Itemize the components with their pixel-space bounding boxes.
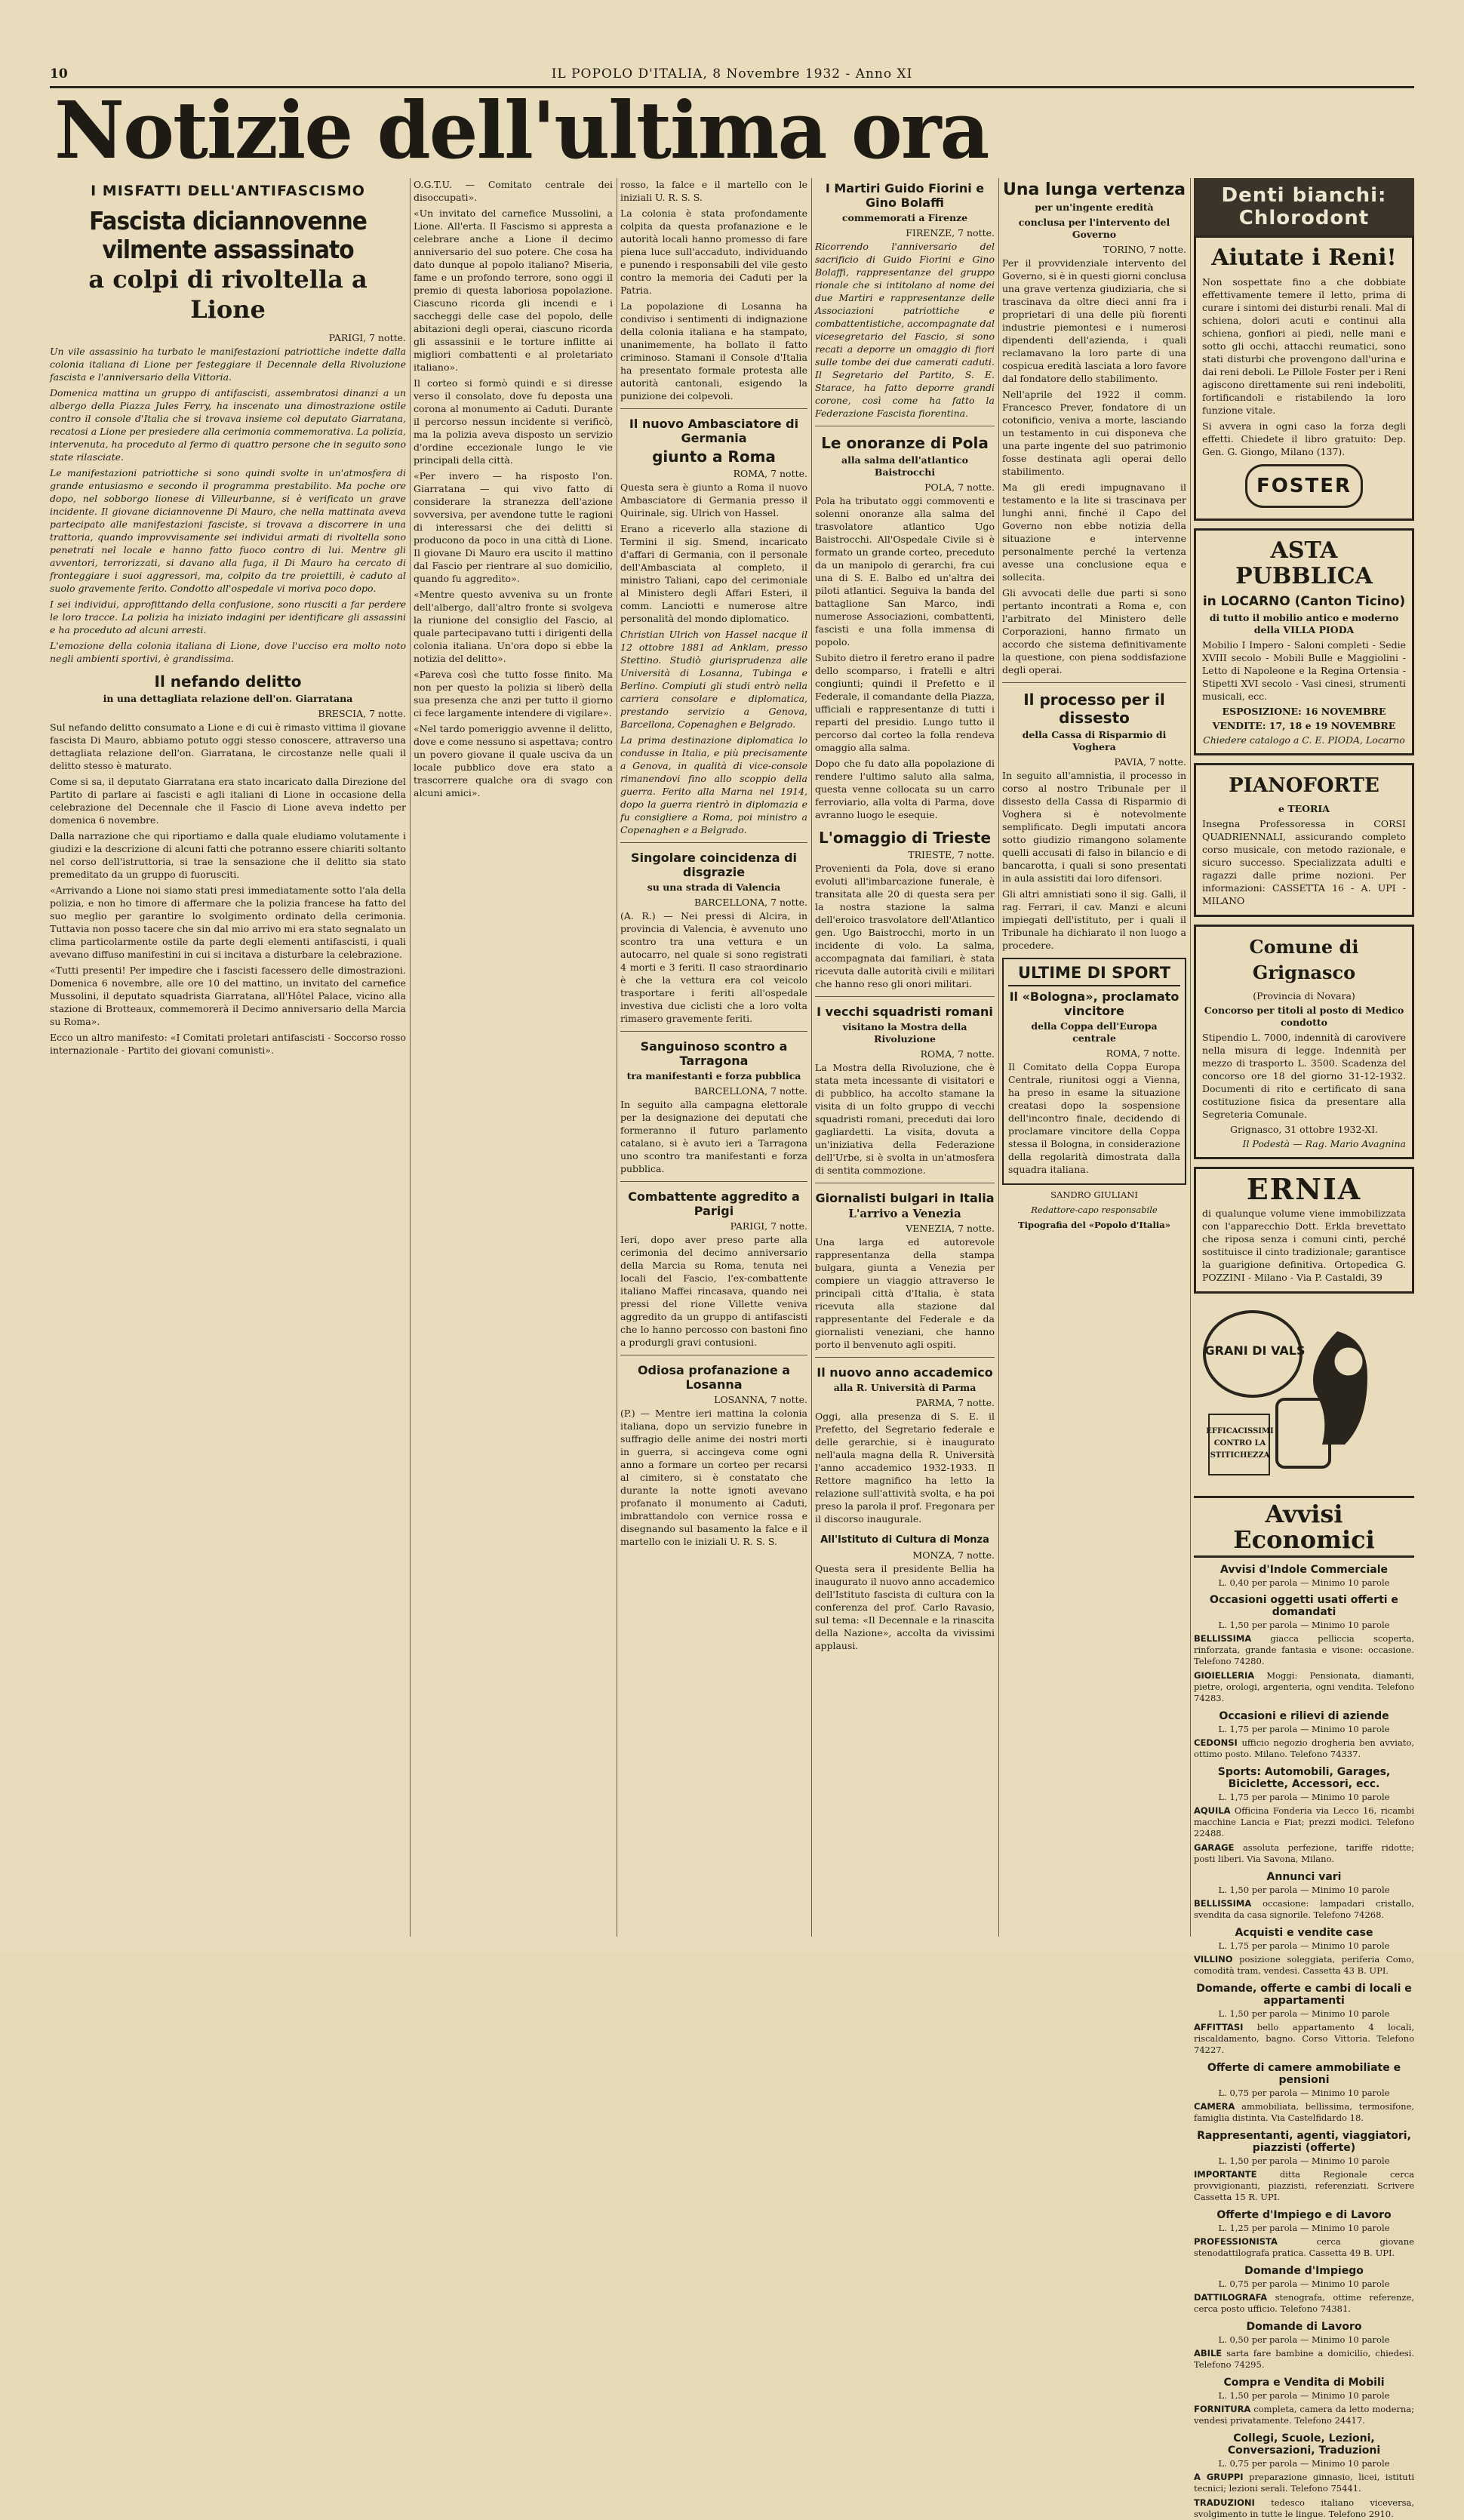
column-rule <box>410 178 411 1937</box>
classified-text: tedesco italiano viceversa, svolgimento in tutte le lingue. Telefono 2910. <box>1194 2497 1414 2519</box>
sport-headline: Il «Bologna», proclamato vincitore <box>1009 989 1180 1018</box>
classified-text: Moggi: Pensionata, diamanti, pietre, orologi, argenteria, ogni vendita. Telefono 74283. <box>1194 1670 1415 1703</box>
column-6-ads <box>1194 178 1415 2519</box>
pianoforte-ad <box>1194 763 1414 917</box>
section-subheadline: giunto a Roma <box>652 448 776 466</box>
reni-ad-text2: Si avvera in ogni caso la forza degli effetti. Chiedete il libro gratuito: Dep. Gen. G. Giongo, Milano (137). <box>1202 420 1406 457</box>
foster-pill-logo: FOSTER <box>1245 464 1363 508</box>
classified-rate: L. 1,75 per parola — Minimo 10 parole <box>1218 1792 1390 1802</box>
classified-keyword: BELLISSIMA <box>1194 1898 1252 1909</box>
article-paragraph: Ma gli eredi impugnavano il testamento e la lite si trascinava per lunghi anni, finché il Capo del Governo non ebbe notizia della situazione e intervenne personalmente perché la vertenza avesse una conclusione equa e sollecita. <box>1002 482 1186 583</box>
article-paragraph: Oggi, alla presenza di S. E. il Prefetto, del Segretario federale e delle gerarchie, si è inaugurato nell'aula magna della R. Università l'anno accademico 1932-1933. Il Rettore magnifico ha letto la relazione sull'attività svolta, e ha poi preso la parola il prof. Fregonara per il discorso inaugurale. <box>815 1411 995 1525</box>
article-paragraph: Domenica mattina un gruppo di antifascisti, assembratosi dinanzi a un albergo della Piazza Jules Ferry, ha inscenato una dimostrazione ostile contro il console d'Italia che si trovava insieme col deputato Giarratana, recatosi a Lione per presiedere alla cerimonia commemorativa. La polizia, intervenuta, ha proceduto al fermo di quattro persone che in seguito sono state rilasciate. <box>50 387 406 463</box>
asta-location: in LOCARNO (Canton Ticino) <box>1202 594 1406 609</box>
classified-text: occasione: lampadari cristallo, svendita da casa signorile. Telefono 74268. <box>1194 1898 1414 1920</box>
article-paragraph: Come si sa, il deputato Giarratana era stato incaricato dalla Direzione del Partito di parlare ai fascisti e agli italiani di Lione in occasione della celebrazione del Decennale che il Fascio di Lione aveva indetto per domenica 6 novembre. <box>50 776 406 826</box>
classified-item <box>1194 1633 1414 1667</box>
asta-subtitle: di tutto il mobilio antico e moderno della VILLA PIODA <box>1209 612 1399 635</box>
classified-keyword: CEDONSI <box>1194 1737 1238 1748</box>
article-lead: Un vile assassinio ha turbato le manifestazioni patriottiche indette dalla colonia italiana di Lione per festeggiare il Decennale della Rivoluzione fascista e l'anniversario della Vittoria. <box>50 346 406 383</box>
separator <box>1002 682 1186 683</box>
article-paragraph: Il Comitato della Coppa Europa Centrale, riunitosi oggi a Vienna, ha preso in esame la situazione creatasi dopo la sospensione dell'incontro finale, decidendo di proclamare vincitore della Coppa stessa il Bologna, in considerazione della regolarità dimostrata dalla squadra italiana. <box>1008 1061 1180 1175</box>
reni-ad <box>1194 235 1414 521</box>
separator <box>620 842 807 843</box>
grani-di-vals-caption: EFFICACISSIMI CONTRO LA STITICHEZZA <box>1206 1427 1274 1460</box>
article-paragraph: La prima destinazione diplomatica lo condusse in Italia, e più precisamente a Genova, in qualità di vice-console rimanendovi fino allo scoppio della guerra. Ferito alla Marna nel 1914, dopo la guerra rientrò in diplomazia e fu consigliere a Roma, poi ministro a Copenaghen e a Belgrado. <box>620 734 807 835</box>
article-paragraph: Sul nefando delitto consumato a Lione e di cui è rimasto vittima il giovane fascista Di Mauro, abbiamo potuto oggi stesso conoscere, attraverso una dettagliata relazione dell'on. Giarratana, le circostanze nelle quali il delitto stesso è maturato. <box>50 722 406 771</box>
article-dateline: FIRENZE, 7 notte. <box>906 227 995 238</box>
classified-rate: L. 1,75 per parola — Minimo 10 parole <box>1218 1940 1390 1951</box>
ernia-ad <box>1194 1167 1414 1294</box>
classified-item <box>1194 2292 1414 2315</box>
classified-rate: L. 1,75 per parola — Minimo 10 parole <box>1218 1724 1390 1734</box>
classified-rate: L. 1,50 per parola — Minimo 10 parole <box>1218 1885 1390 1895</box>
classified-item <box>1194 1737 1414 1760</box>
classified-item <box>1194 1670 1414 1704</box>
column-rule <box>998 178 999 1937</box>
article-dateline: BRESCIA, 7 notte. <box>318 708 406 719</box>
article-paragraph: In seguito all'amnistia, il processo in corso al nostro Tribunale per il dissesto della Cassa di Risparmio di Voghera si è notevolmente semplificato. Degli imputati ancora sotto giudizio rimangono solamente quelli accusati di falso in bilancio e di bancarotta, i quali si sono presentati in aula assistiti dai loro difensori. <box>1002 770 1186 884</box>
article-paragraph: «Arrivando a Lione noi siamo stati presi immediatamente sotto l'ala della polizia, e non ho timore di affermare che la polizia francese ha fatto del suo meglio per garantire lo svolgimento ordinato della cerimonia. Tuttavia non posso tacere che sin dal mio arrivo mi era stato segnalato un clima particolarmente ostile da parte degli elementi antifascisti, i quali avevano diffuso manifestini in cui si incitava a disturbare la celebrazione. <box>50 885 406 960</box>
asta-sales: VENDITE: 17, 18 e 19 NOVEMBRE <box>1212 720 1396 731</box>
section-headline: I Martiri Guido Fiorini e Gino Bolaffi <box>825 181 985 210</box>
classified-section-title: Occasioni e rilievi di aziende <box>1219 1710 1389 1722</box>
section-subheadline: alla R. Università di Parma <box>833 1382 977 1393</box>
sport-box <box>1002 958 1186 1185</box>
article-paragraph: Pola ha tributato oggi commoventi e solenni onoranze alla salma del trasvolatore atlantico Ugo Baistrocchi. All'Ospedale Civile si è formato un grande corteo, preceduto da un manipolo di gerarchi, fra cui una di S. E. Balbo ed un'altra dei piloti atlantici. Seguiva la banda del battaglione San Marco, indi numerose Associazioni, combattenti, fascisti e una folla immensa di popolo. <box>815 495 995 648</box>
section-subheadline: visitano la Mostra della Rivoluzione <box>842 1021 967 1045</box>
grani-di-vals-label: GRANI DI VALS <box>1204 1343 1306 1358</box>
section-subheadline: L'arrivo a Venezia <box>848 1207 961 1220</box>
article-paragraph: Dalla narrazione che qui riportiamo e dalla quale eludiamo volutamente i giudizi e la descrizione di alcuni fatti che potranno essere chiariti soltanto nel corso dell'istruttoria, si trae la sensazione che il delitto sia stato premeditato da un gruppo di fuorusciti. <box>50 830 406 880</box>
classified-text: stenografa, ottime referenze, cerca posto ufficio. Telefono 74381. <box>1194 2292 1414 2314</box>
classified-keyword: AQUILA <box>1194 1805 1231 1816</box>
reni-ad-title: Aiutate i Reni! <box>1211 245 1397 271</box>
classified-item <box>1194 2101 1414 2124</box>
article-dateline: PARMA, 7 notte. <box>915 1397 995 1408</box>
section-headline: Il nuovo anno accademico <box>817 1365 993 1380</box>
article-dateline: BARCELLONA, 7 notte. <box>694 1085 807 1097</box>
section-headline: L'omaggio di Trieste <box>818 829 992 847</box>
ernia-title: ERNIA <box>1246 1172 1362 1206</box>
classified-section-title: Domande, offerte e cambi di locali e appartamenti <box>1196 1983 1412 2007</box>
classified-keyword: IMPORTANTE <box>1194 2169 1257 2180</box>
section-headline: Le onoranze di Pola <box>821 434 989 452</box>
section-subheadline: tra manifestanti e forza pubblica <box>626 1070 801 1082</box>
column-2 <box>414 178 613 1941</box>
classified-text: cerca giovane stenodattilografa pratica. Cassetta 49 B. UPI. <box>1194 2236 1414 2258</box>
classified-section-title: Rappresentanti, agenti, viaggiatori, piazzisti (offerte) <box>1197 2130 1411 2154</box>
article-paragraph: In seguito alla campagna elettorale per la designazione dei deputati che formeranno il futuro parlamento catalano, si è avuto ieri a Tarragona uno scontro tra manifestanti e forza pubblica. <box>620 1099 807 1174</box>
comune-province: (Provincia di Novara) <box>1253 990 1355 1002</box>
classified-item <box>1194 1805 1414 1839</box>
classified-rate: L. 0,75 per parola — Minimo 10 parole <box>1218 2088 1390 2098</box>
section-subheadline: della Cassa di Risparmio di Voghera <box>1022 729 1167 752</box>
separator <box>815 996 995 997</box>
dateline-header: IL POPOLO D'ITALIA, 8 Novembre 1932 - Anno XI <box>551 66 913 82</box>
separator <box>620 1181 807 1182</box>
classified-rate: L. 1,25 per parola — Minimo 10 parole <box>1218 2223 1390 2233</box>
article-paragraph: rosso, la falce e il martello con le iniziali U. R. S. S. <box>620 179 807 203</box>
sport-subheadline: della Coppa dell'Europa centrale <box>1031 1020 1158 1044</box>
article-paragraph: Una larga ed autorevole rappresentanza della stampa bulgara, giunta a Venezia per compiere un viaggio attraverso le principali città d'Italia, è stata ricevuta alla stazione dal rappresentante del Federale e da giornalisti veneziani, che hanno porto il benvenuto agli ospiti. <box>815 1236 995 1350</box>
editor-name: SANDRO GIULIANI <box>1050 1189 1138 1200</box>
classified-text: ditta Regionale cerca provvigionanti, piazzisti, referenziati. Scrivere Cassetta 15 R. UPI. <box>1194 2169 1415 2202</box>
classified-text: assoluta perfezione, tariffe ridotte; posti liberi. Via Savona, Milano. <box>1194 1842 1414 1864</box>
comune-place: Grignasco, 31 ottobre 1932-XI. <box>1229 1124 1379 1135</box>
avvisi-subtitle: Avvisi d'Indole Commerciale <box>1220 1564 1388 1576</box>
classified-keyword: TRADUZIONI <box>1194 2497 1255 2508</box>
article-paragraph: Questa sera il presidente Bellia ha inaugurato il nuovo anno accademico dell'Istituto fascista di cultura con la conferenza del prof. Carlo Ravasio, sul tema: «Il Decennale e la rinascita della Nazione», accolta da vivissimi applausi. <box>815 1563 995 1651</box>
comune-text: Stipendio L. 7000, indennità di carovivere nella misura di legge. Indennità per mezzo di trasporto L. 3500. Scadenza del concorso ore 18 del giorno 31-12-1932. Documenti di rito e certificato di sana costituzione fisica da presentare alla Segreteria Comunale. <box>1202 1032 1406 1120</box>
section-subheadline: alla salma dell'atlantico Baistrocchi <box>841 454 968 478</box>
section-headline: Sanguinoso scontro a Tarragona <box>640 1039 788 1068</box>
classified-item <box>1194 1842 1414 1865</box>
asta-ad-title: ASTA PUBBLICA <box>1235 537 1373 589</box>
article-paragraph: «Per invero — ha risposto l'on. Giarratana — qui vivo fatto di considerare la stranezza dell'azione sovversiva, per avendone tutte le ragioni di interessarsi che dei delitti si producono da poco in una città di Lione. Il giovane Di Mauro era uscito il mattino dal Fascio per rientrare al suo domicilio, quando fu aggredito». <box>414 470 613 584</box>
classified-keyword: CAMERA <box>1194 2101 1235 2112</box>
section-subheadline: conclusa per l'intervento del Governo <box>1018 217 1170 240</box>
classified-item <box>1194 1954 1414 1977</box>
classified-keyword: VILLINO <box>1194 1954 1233 1965</box>
article-dateline: ROMA, 7 notte. <box>1106 1048 1180 1059</box>
classified-item <box>1194 2497 1414 2520</box>
chlorodont-ad-banner: Denti bianchi: Chlorodont <box>1194 178 1414 235</box>
article-paragraph: Christian Ulrich von Hassel nacque il 12 ottobre 1881 ad Anklam, presso Stettino. Studiò giurisprudenza alle Università di Losanna, Tubinga e Berlino. Compiuti gli studi entrò nella carriera consolare e diplomatica, prestando servizio a Genova, Barcellona, Copenaghen e Belgrado. <box>620 629 807 730</box>
masthead: Notizie dell'ultima ora <box>54 84 989 177</box>
article-paragraph: «Mentre questo avveniva su un fronte dell'albergo, dall'altro fronte si svolgeva la riunione del consiglio del Fascio, al quale partecipavano tutti i dirigenti della colonia italiana. Un'ora dopo si ebbe la notizia del delitto». <box>414 589 613 664</box>
column-3 <box>620 178 807 1941</box>
article-paragraph: O.G.T.U. — Comitato centrale dei disoccupati». <box>414 179 613 203</box>
column-1 <box>50 178 406 1941</box>
classified-text: bello appartamento 4 locali, riscaldamento, bagno. Corso Vittoria. Telefono 74227. <box>1194 2022 1415 2055</box>
column-5 <box>1002 178 1186 1941</box>
article-paragraph: Le manifestazioni patriottiche si sono quindi svolte in un'atmosfera di grande entusiasmo e secondo il programma prestabilito. Ma poche ore dopo, nel sobborgo lionese di Villeurbanne, si è verificato un grave incidente. Il giovane diciannovenne Di Mauro, che nella mattinata aveva partecipato alle manifestazioni fasciste, si trovava a discorrere in una trattoria, quando improvvisamente sei individui armati di rivoltella sono penetrati nel locale e hanno fatto fuoco contro di lui. Mentre gli avventori, terrorizzati, si davano alla fuga, il Di Mauro ha cercato di fronteggiare i suoi aggressori, ma, colpito da tre proiettili, è caduto al suolo gravemente ferito. Condotto all'ospedale vi moriva poco dopo. <box>50 467 406 594</box>
classified-section-title: Offerte d'Impiego e di Lavoro <box>1216 2209 1392 2221</box>
comune-ad <box>1194 925 1414 1159</box>
section-headline: Singolare coincidenza di disgrazie <box>630 851 798 879</box>
article-paragraph: (P.) — Mentre ieri mattina la colonia italiana, dopo un servizio funebre in suffragio delle anime dei nostri morti in guerra, si accingeva come ogni anno a formare un corteo per recarsi al cimitero, si è constatato che durante la notte ignoti avevano profanato il monumento ai Caduti, imbrattandolo con vernice rossa e disegnando sul basamento la falce e il martello con le iniziali U. R. S. S. <box>620 1408 807 1547</box>
article-paragraph: I sei individui, approfittando della confusione, sono riusciti a far perdere le loro tracce. La polizia ha iniziato indagini per identificare gli assassini e ha proceduto ad alcuni arresti. <box>50 598 406 635</box>
main-subheadline: a colpi di rivoltella a Lione <box>88 265 368 324</box>
section-headline: I vecchi squadristi romani <box>817 1005 993 1019</box>
column-4 <box>815 178 995 1941</box>
classified-rate: L. 0,75 per parola — Minimo 10 parole <box>1218 2458 1390 2469</box>
classified-keyword: GIOIELLERIA <box>1194 1670 1255 1681</box>
article-paragraph: Gli altri amnistiati sono il sig. Galli, il rag. Ferrari, il cav. Manzi e alcuni impiegati dell'istituto, per i quali il Tribunale ha dichiarato il non luogo a procedere. <box>1002 888 1186 951</box>
comune-subtitle: Concorso per titoli al posto di Medico condotto <box>1204 1005 1404 1028</box>
reni-ad-text: Non sospettate fino a che dobbiate effettivamente temere il letto, prima di curare i sintomi dei disturbi renali. Mal di schiena, dolori acuti e continui alla schiena, gonfiori ai piedi, nelle mani e sotto gli occhi, attacchi reumatici, sono stati disturbi che provengono dall'urina e dai reni deboli. Le Pillole Foster per i Reni agiscono direttamente sui reni indeboliti, fortificandoli e ristabilendo la loro funzione vitale. <box>1202 276 1406 416</box>
section-headline: Una lunga vertenza <box>1002 180 1186 199</box>
classified-section-title: Domande di Lavoro <box>1246 2321 1362 2333</box>
main-headline: Fascista diciannovenne vilmente assassinato <box>89 206 367 264</box>
article-dateline: PARIGI, 7 notte. <box>328 332 406 343</box>
section-headline: All'Istituto di Cultura di Monza <box>820 1534 989 1546</box>
article-dateline: ROMA, 7 notte. <box>733 468 807 479</box>
grani-di-vals-illustration <box>1194 1301 1414 1490</box>
column-rule <box>1190 178 1191 1937</box>
classified-keyword: AFFITTASI <box>1194 2022 1244 2032</box>
classified-rate: L. 1,50 per parola — Minimo 10 parole <box>1218 1620 1390 1630</box>
section-headline: Il processo per il dissesto <box>1023 691 1165 727</box>
classified-rate: L. 1,50 per parola — Minimo 10 parole <box>1218 2155 1390 2166</box>
article-dateline: ROMA, 7 notte. <box>920 1048 995 1060</box>
classified-keyword: FORNITURA <box>1194 2404 1251 2414</box>
classified-text: giacca pelliccia scoperta, rinforzata, grande fantasia e visone: occasione. Telefono 74280. <box>1194 1633 1415 1666</box>
article-dateline: VENEZIA, 7 notte. <box>906 1223 995 1234</box>
classified-item <box>1194 2404 1414 2426</box>
avvisi-economici <box>1194 1496 1414 1588</box>
comune-title: Comune di Grignasco <box>1249 936 1359 983</box>
classified-section-title: Sports: Automobili, Garages, Biciclette, Accessori, ecc. <box>1217 1766 1391 1790</box>
classified-section-title: Occasioni oggetti usati offerti e domandati <box>1210 1594 1398 1618</box>
column-rule <box>811 178 812 1937</box>
article-paragraph: Ieri, dopo aver preso parte alla cerimonia del decimo anniversario della Marcia su Roma, tenuta nei locali del Fascio, l'ex-combattente italiano Maffei rincasava, quando nei pressi del rione Villette veniva aggredito da un gruppo di antifascisti che lo hanno percosso con bastoni fino a produrgli gravi contusioni. <box>620 1234 807 1348</box>
article-paragraph: Nell'aprile del 1922 il comm. Francesco Prever, fondatore di un cotonificio, veniva a morte, lasciando un testamento in cui disponeva che una parte ingente del suo patrimonio fosse destinata agli operai dello stabilimento. <box>1002 389 1186 477</box>
classified-keyword: PROFESSIONISTA <box>1194 2236 1278 2247</box>
section-subheadline: in una dettagliata relazione dell'on. Giarratana <box>103 693 353 704</box>
asta-list: Mobilio I Impero - Saloni completi - Sedie XVIII secolo - Mobili Bulle e Maggiolini - Letto di Napoleone e la Regina Ortensia - Stipetti XVI secolo - Vasi cinesi, strumenti musicali, ecc. <box>1202 639 1406 702</box>
article-paragraph: Ricorrendo l'anniversario del sacrificio di Guido Fiorini e Gino Bolaffi, rappresentanze del gruppo rionale che si intitolano al nome dei due Martiri e rappresentanze delle Associazioni patriottiche e combattentistiche, accompagnate dal vicesegretario del Fascio, si sono recati a deporre un omaggio di fiori sulle tombe dei due camerati caduti. Il Segretario del Partito, S. E. Starace, ha fatto deporre grandi corone, così come ha fatto la Federazione Fascista fiorentina. <box>815 241 995 419</box>
classified-rate: L. 1,50 per parola — Minimo 10 parole <box>1218 2390 1390 2401</box>
article-paragraph: La colonia è stata profondamente colpita da questa profanazione e le autorità locali hanno promesso di fare piena luce sull'accaduto, individuando e punendo i responsabili del vile gesto contro la memoria dei Caduti per la Patria. <box>620 208 807 296</box>
article-dateline: LOSANNA, 7 notte. <box>714 1394 807 1405</box>
avvisi-title: Avvisi Economici <box>1194 1496 1414 1558</box>
section-subheadline: commemorati a Firenze <box>841 212 968 223</box>
article-paragraph: «Nel tardo pomeriggio avvenne il delitto, dove e come nessuno si aspettava; contro un povero giovane il quale usciva da un locale pubblico dove era stato a trascorrere qualche ora di svago con alcuni amici». <box>414 723 613 798</box>
article-paragraph: Il corteo si formò quindi e si diresse verso il consolato, dove fu deposta una corona al monumento ai Caduti. Durante il percorso nessun incidente si verificò, ma la polizia aveva disposto un servizio d'ordine eccezionale lungo le vie principali della città. <box>414 377 613 466</box>
classified-keyword: ABILE <box>1194 2348 1223 2358</box>
section-headline: Combattente aggredito a Parigi <box>628 1189 800 1218</box>
article-paragraph: Gli avvocati delle due parti si sono pertanto incontrati a Roma e, con l'arbitrato del Ministero delle Corporazioni, hanno firmato un accordo che sistema definitivamente la questione, con piena soddisfazione degli operai. <box>1002 587 1186 675</box>
classified-text: ammobiliata, bellissima, termosifone, famiglia distinta. Via Castelfidardo 18. <box>1194 2101 1415 2123</box>
article-paragraph: Subito dietro il feretro erano il padre dello scomparso, i fratelli e altri congiunti; quindi il Prefetto e il Federale, il comandante della Piazza, ufficiali e rappresentanze di tutti i reparti del presidio. Lungo tutto il percorso dal corteo la folla rendeva omaggio alla salma. <box>815 652 995 753</box>
section-headline: Il nuovo Ambasciatore di Germania <box>629 417 799 445</box>
article-paragraph: «Pareva così che tutto fosse finito. Ma non per questo la polizia si liberò della sua presenza che anzi per tutto il giorno ci fece largamente intendere di vigilare». <box>414 669 613 718</box>
article-paragraph: La Mostra della Rivoluzione, che è stata meta incessante di visitatori e di pubblico, ha accolto stamane la visita di un folto gruppo di vecchi squadristi romani, preceduti dai loro gagliardetti. La visita, dovuta a un'iniziativa della Federazione dell'Urbe, si è svolta in un'atmosfera di sentita commozione. <box>815 1062 995 1176</box>
pianoforte-text: Insegna Professoressa in CORSI QUADRIENNALI, assicurando completo corso musicale, con metodo razionale, e sicuro successo. Specializzata adulti e ragazzi dalle prime nozioni. Per informazioni: CASSETTA 16 - A. UPI - MILANO <box>1202 818 1406 906</box>
article-paragraph: Per il provvidenziale intervento del Governo, si è in questi giorni conclusa una grave vertenza giudiziaria, che si trascinava da oltre dieci anni fra i proprietari di una delle più fiorenti industrie piemontesi e i numerosi dipendenti dell'azienda, i quali reclamavano la loro parte di una cospicua eredità lasciata a loro favore dal fondatore dello stabilimento. <box>1002 257 1186 384</box>
article-paragraph: L'emozione della colonia italiana di Lione, dove l'ucciso era molto noto negli ambienti sportivi, è grandissima. <box>50 640 406 664</box>
classified-section-title: Collegi, Scuole, Lezioni, Conversazioni, Traduzioni <box>1227 2432 1381 2457</box>
classifieds <box>1194 1594 1414 2520</box>
classified-item <box>1194 2236 1414 2259</box>
separator <box>815 1357 995 1358</box>
classified-text: preparazione ginnasio, licei, istituti tecnici; lezioni serali. Telefono 75441. <box>1194 2472 1414 2494</box>
classified-item <box>1194 1898 1414 1921</box>
article-paragraph: Dopo che fu dato alla popolazione di rendere l'ultimo saluto alla salma, questa venne collocata su un carro ferroviario, alla volta di Parma, dove avranno luogo le esequie. <box>815 758 995 820</box>
section-kicker: I MISFATTI DELL'ANTIFASCISMO <box>91 183 365 199</box>
separator <box>620 408 807 409</box>
comune-signature: Il Podestà — Rag. Mario Avagnina <box>1242 1138 1406 1149</box>
article-dateline: PARIGI, 7 notte. <box>730 1220 807 1232</box>
editor-role: Redattore-capo responsabile <box>1031 1205 1158 1215</box>
classified-text: sarta fare bambine a domicilio, chiedesi. Telefono 74295. <box>1194 2348 1415 2370</box>
article-paragraph: Ecco un altro manifesto: «I Comitati proletari antifascisti - Soccorso rosso internazionale - Partito dei giovani comunisti». <box>50 1032 406 1056</box>
ernia-text: di qualunque volume viene immobilizzata con l'apparecchio Dott. Erkla brevettato che riposa senza i comuni cinti, perché sostituisce il cinto tradizionale; garantisce la guarigione definitiva. Ortopedica G. POZZINI - Milano - Via P. Castaldi, 39 <box>1202 1208 1406 1283</box>
article-paragraph: Provenienti da Pola, dove si erano evoluti all'imbarcazione funerale, è transitata alle 20 di questa sera per la nostra stazione la salma dell'eroico trasvolatore dell'Atlantico gen. Ugo Baistrocchi, morto in un incidente di volo. La salma, accompagnata dai familiari, è stata ricevuta dalle autorità civili e militari che hanno reso gli onori militari. <box>815 863 995 989</box>
pianoforte-subtitle: e TEORIA <box>1278 803 1330 814</box>
asta-catalog: Chiedere catalogo a C. E. PIODA, Locarno <box>1203 734 1405 746</box>
page-number: 10 <box>50 66 68 82</box>
article-paragraph: «Tutti presenti! Per impedire che i fascisti facessero delle dimostrazioni. Domenica 6 novembre, alle ore 10 del mattino, un invitato del carnefice Mussolini, il deputato squadrista Giarratana, all'Hôtel Palace, vicino alla stazione di Brotteaux, commemorerà il Decimo anniversario della Marcia su Roma». <box>50 965 406 1027</box>
section-headline: Il nefando delitto <box>154 672 302 691</box>
article-dateline: MONZA, 7 notte. <box>912 1549 995 1561</box>
article-dateline: PAVIA, 7 notte. <box>1114 756 1186 768</box>
classified-rate: L. 0,75 per parola — Minimo 10 parole <box>1218 2278 1390 2289</box>
article-paragraph: Erano a riceverlo alla stazione di Termini il sig. Smend, incaricato d'affari di Germania, con il personale dell'Ambasciata al completo, il ministro Taliani, capo del cerimoniale al Ministero degli Affari Esteri, il comm. Lanciotti e numerose altre personalità del mondo diplomatico. <box>620 523 807 624</box>
article-dateline: TRIESTE, 7 notte. <box>908 849 995 860</box>
section-subheadline: per un'ingente eredità <box>1035 202 1154 213</box>
classified-item <box>1194 2169 1414 2203</box>
asta-exposition: ESPOSIZIONE: 16 NOVEMBRE <box>1222 706 1386 717</box>
article-paragraph: La popolazione di Losanna ha condiviso i sentimenti di indignazione della colonia italiana e ha stampato, unanimemente, ha bollato il fatto criminoso. Stamani il Console d'Italia ha presentato formale protesta alle autorità cantonali, esigendo la punizione dei colpevoli. <box>620 300 807 402</box>
classified-item <box>1194 2348 1414 2371</box>
classified-section-title: Acquisti e vendite case <box>1235 1927 1373 1939</box>
article-paragraph: «Un invitato del carnefice Mussolini, a Lione. All'erta. Il Fascismo si appresta a celebrare anche a Lione il decimo anniversario del suo potere. Che cosa ha dato dunque al popolo italiano? Miseria, fame e un profondo terrore, sono oggi il premio di questa laboriosa popolazione. Ciascuno ricorda gli incendi e i saccheggi delle case del popolo, delle abitazioni degli operai, ciascuno ricorda gli assassinii e le torture inflitte ai migliori combattenti e al proletariato italiano». <box>414 208 613 373</box>
classified-keyword: BELLISSIMA <box>1194 1633 1252 1644</box>
article-dateline: BARCELLONA, 7 notte. <box>694 897 807 908</box>
classified-rate: L. 0,50 per parola — Minimo 10 parole <box>1218 2334 1390 2345</box>
section-headline: Giornalisti bulgari in Italia <box>815 1191 995 1205</box>
classified-keyword: GARAGE <box>1194 1842 1235 1853</box>
classified-section-title: Domande d'Impiego <box>1244 2265 1364 2277</box>
printer-imprint: Tipografia del «Popolo d'Italia» <box>1018 1220 1170 1230</box>
classified-section-title: Offerte di camere ammobiliate e pensioni <box>1207 2062 1401 2086</box>
asta-ad <box>1194 528 1414 755</box>
classified-item <box>1194 2022 1414 2056</box>
classified-text: completa, camera da letto moderna; vendesi privatamente. Telefono 24417. <box>1194 2404 1415 2426</box>
article-paragraph: Questa sera è giunto a Roma il nuovo Ambasciatore di Germania presso il Quirinale, sig. Ulrich von Hassel. <box>620 482 807 518</box>
classified-rate: L. 1,50 per parola — Minimo 10 parole <box>1218 2008 1390 2019</box>
classified-keyword: DATTILOGRAFA <box>1194 2292 1268 2303</box>
article-dateline: POLA, 7 notte. <box>924 482 995 493</box>
article-dateline: TORINO, 7 notte. <box>1103 244 1186 255</box>
classified-item <box>1194 2472 1414 2494</box>
sport-title: ULTIME DI SPORT <box>1008 964 1180 986</box>
section-subheadline: su una strada di Valencia <box>647 882 781 893</box>
classified-keyword: A GRUPPI <box>1194 2472 1244 2482</box>
pianoforte-title: PIANOFORTE <box>1229 774 1379 797</box>
section-headline: Odiosa profanazione a Losanna <box>637 1363 791 1392</box>
avvisi-rate: L. 0,40 per parola — Minimo 10 parole <box>1218 1577 1390 1588</box>
separator <box>620 1031 807 1032</box>
classified-text: Officina Fonderia via Lecco 16, ricambi macchine Lancia e Fiat; prezzi modici. Telefono 22488. <box>1194 1805 1414 1838</box>
classified-section-title: Compra e Vendita di Mobili <box>1223 2377 1385 2389</box>
classified-text: ufficio negozio drogheria ben avviato, ottimo posto. Milano. Telefono 74337. <box>1194 1737 1415 1759</box>
classified-text: posizione soleggiata, periferia Como, comodità tram, vendesi. Cassetta 43 B. UPI. <box>1194 1954 1415 1976</box>
classified-section-title: Annunci vari <box>1266 1871 1342 1883</box>
article-paragraph: (A. R.) — Nei pressi di Alcira, in provincia di Valencia, è avvenuto uno scontro tra una vettura e un autocarro, nel quale si sono registrati 4 morti e 3 feriti. Il caso straordinario è che la vettura era col veicolo trasportare i feriti all'ospedale investiva due ciclisti che a loro volta rimasero gravemente feriti. <box>620 910 807 1024</box>
